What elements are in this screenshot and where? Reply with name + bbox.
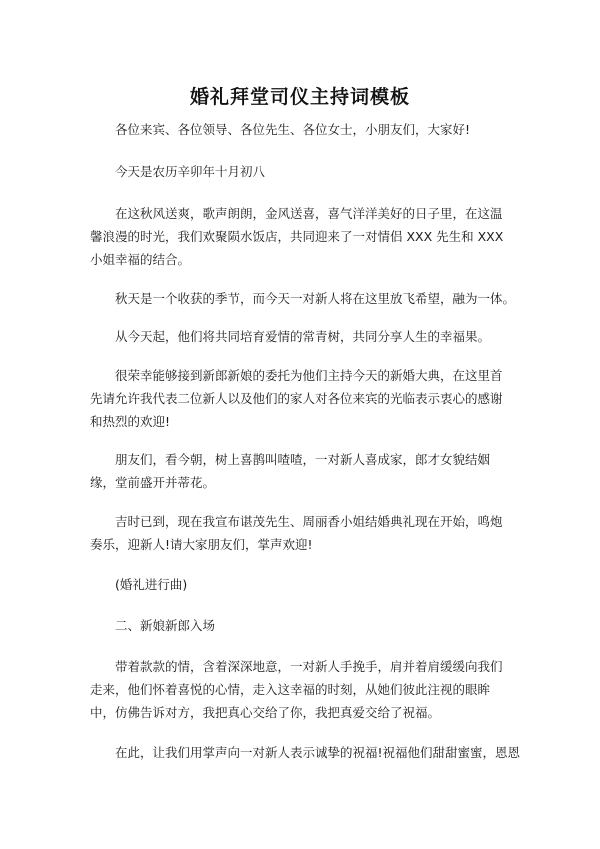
section-heading-entrance: 二、新娘新郎入场	[115, 618, 216, 633]
paragraph-ceremony-start: 吉时已到，现在我宣布谌茂先生、周丽香小姐结婚典礼现在开始，鸣炮奏乐，迎新人!请大家朋友们，掌声欢迎!	[90, 514, 503, 552]
document-title: 婚礼拜堂司仪主持词模板	[189, 86, 410, 108]
paragraph-couple-entrance: 带着款款的情，含着深深地意，一对新人手挽手，肩并着肩缓缓向我们走来，他们怀着喜悦的心情，走入这幸福的时刻，从她们彼此注视的眼眸中，仿佛告诉对方，我把真心交给了你，我把真爱交给了祝福。	[90, 659, 503, 720]
paragraph-blessing: 在此，让我们用掌声向一对新人表示诚挚的祝福!祝福他们甜甜蜜蜜，恩恩	[115, 745, 521, 760]
paragraph-greeting: 各位来宾、各位领导、各位先生、各位女士，小朋友们，大家好!	[115, 122, 471, 137]
paragraph-autumn-opening: 在这秋风送爽，歌声朗朗，金风送喜，喜气洋洋美好的日子里，在这温馨浪漫的时光，我们欢聚陨水饭店，共同迎来了一对情侣 XXX 先生和 XXX 小姐幸福的结合。	[90, 206, 504, 267]
paragraph-honored-host: 很荣幸能够接到新郎新娘的委托为他们主持今天的新婚大典，在这里首先请允许我代表二位新人以及他们的家人对各位来宾的光临表示衷心的感谢和热烈的欢迎!	[90, 368, 503, 429]
paragraph-from-today: 从今天起，他们将共同培育爱情的常青树，共同分享人生的幸福果。	[115, 329, 491, 344]
paragraph-harvest-season: 秋天是一个收获的季节，而今天一对新人将在这里放飞希望，融为一体。	[115, 291, 516, 306]
paragraph-date: 今天是农历辛卯年十月初八	[115, 164, 266, 179]
paragraph-friends: 朋友们，看今朝，树上喜鹊叫喳喳，一对新人喜成家，郎才女貌结姻缘，堂前盛开并蒂花。	[90, 452, 491, 490]
paragraph-wedding-march: (婚礼进行曲)	[115, 577, 188, 592]
